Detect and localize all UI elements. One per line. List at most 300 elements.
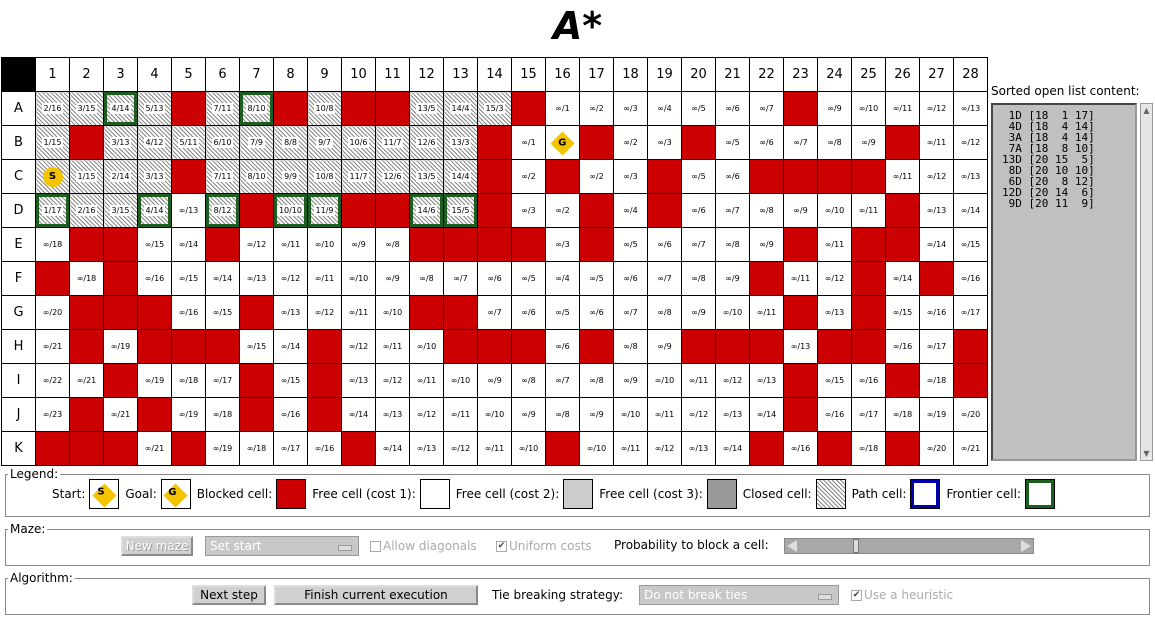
blocked-cell[interactable] (512, 228, 546, 262)
free-cell[interactable] (512, 194, 546, 228)
uniform-costs-checkbox[interactable] (496, 539, 592, 553)
goal-cell[interactable] (546, 126, 580, 160)
free-cell[interactable] (546, 92, 580, 126)
blocked-cell[interactable] (70, 432, 104, 466)
blocked-cell[interactable] (750, 432, 784, 466)
probability-slider[interactable] (784, 538, 1034, 554)
free-cell[interactable] (682, 364, 716, 398)
closed-cell[interactable] (444, 160, 478, 194)
free-cell[interactable] (852, 194, 886, 228)
free-cell[interactable] (852, 92, 886, 126)
closed-cell[interactable] (342, 126, 376, 160)
closed-cell[interactable] (104, 160, 138, 194)
free-cell[interactable] (138, 262, 172, 296)
free-cell[interactable] (274, 228, 308, 262)
free-cell[interactable] (920, 398, 954, 432)
free-cell[interactable] (682, 296, 716, 330)
blocked-cell[interactable] (376, 194, 410, 228)
free-cell[interactable] (580, 364, 614, 398)
free-cell[interactable] (274, 398, 308, 432)
closed-cell[interactable] (376, 126, 410, 160)
free-cell[interactable] (648, 296, 682, 330)
free-cell[interactable] (886, 296, 920, 330)
free-cell[interactable] (954, 160, 988, 194)
free-cell[interactable] (546, 330, 580, 364)
free-cell[interactable] (614, 364, 648, 398)
free-cell[interactable] (580, 432, 614, 466)
free-cell[interactable] (614, 194, 648, 228)
free-cell[interactable] (614, 262, 648, 296)
free-cell[interactable] (376, 364, 410, 398)
closed-cell[interactable] (36, 92, 70, 126)
free-cell[interactable] (206, 398, 240, 432)
free-cell[interactable] (818, 228, 852, 262)
blocked-cell[interactable] (580, 330, 614, 364)
use-heuristic-checkbox[interactable] (851, 588, 953, 602)
free-cell[interactable] (444, 432, 478, 466)
free-cell[interactable] (240, 262, 274, 296)
free-cell[interactable] (580, 296, 614, 330)
free-cell[interactable] (614, 92, 648, 126)
free-cell[interactable] (716, 364, 750, 398)
free-cell[interactable] (954, 262, 988, 296)
free-cell[interactable] (376, 330, 410, 364)
closed-cell[interactable] (410, 92, 444, 126)
blocked-cell[interactable] (784, 160, 818, 194)
free-cell[interactable] (920, 228, 954, 262)
free-cell[interactable] (240, 228, 274, 262)
free-cell[interactable] (308, 228, 342, 262)
blocked-cell[interactable] (750, 160, 784, 194)
free-cell[interactable] (954, 398, 988, 432)
free-cell[interactable] (750, 296, 784, 330)
blocked-cell[interactable] (818, 330, 852, 364)
free-cell[interactable] (70, 364, 104, 398)
free-cell[interactable] (206, 364, 240, 398)
free-cell[interactable] (512, 432, 546, 466)
blocked-cell[interactable] (784, 92, 818, 126)
free-cell[interactable] (512, 160, 546, 194)
blocked-cell[interactable] (750, 330, 784, 364)
free-cell[interactable] (580, 262, 614, 296)
free-cell[interactable] (546, 194, 580, 228)
blocked-cell[interactable] (784, 228, 818, 262)
free-cell[interactable] (274, 296, 308, 330)
free-cell[interactable] (206, 262, 240, 296)
free-cell[interactable] (750, 126, 784, 160)
free-cell[interactable] (580, 160, 614, 194)
frontier-cell[interactable] (444, 194, 478, 228)
closed-cell[interactable] (206, 92, 240, 126)
free-cell[interactable] (172, 364, 206, 398)
closed-cell[interactable] (172, 126, 206, 160)
blocked-cell[interactable] (308, 330, 342, 364)
open-list-entry[interactable]: 1D [18 1 17] (1002, 109, 1095, 122)
blocked-cell[interactable] (852, 262, 886, 296)
free-cell[interactable] (376, 228, 410, 262)
blocked-cell[interactable] (580, 126, 614, 160)
free-cell[interactable] (172, 398, 206, 432)
free-cell[interactable] (784, 262, 818, 296)
free-cell[interactable] (614, 126, 648, 160)
free-cell[interactable] (784, 126, 818, 160)
free-cell[interactable] (886, 262, 920, 296)
free-cell[interactable] (206, 296, 240, 330)
free-cell[interactable] (308, 432, 342, 466)
blocked-cell[interactable] (376, 92, 410, 126)
free-cell[interactable] (444, 262, 478, 296)
free-cell[interactable] (614, 296, 648, 330)
blocked-cell[interactable] (444, 330, 478, 364)
free-cell[interactable] (512, 126, 546, 160)
blocked-cell[interactable] (512, 330, 546, 364)
free-cell[interactable] (682, 432, 716, 466)
blocked-cell[interactable] (104, 262, 138, 296)
free-cell[interactable] (444, 398, 478, 432)
free-cell[interactable] (682, 262, 716, 296)
blocked-cell[interactable] (410, 296, 444, 330)
free-cell[interactable] (274, 432, 308, 466)
blocked-cell[interactable] (240, 364, 274, 398)
frontier-cell[interactable] (36, 194, 70, 228)
blocked-cell[interactable] (70, 330, 104, 364)
closed-cell[interactable] (410, 126, 444, 160)
free-cell[interactable] (852, 432, 886, 466)
blocked-cell[interactable] (852, 296, 886, 330)
free-cell[interactable] (546, 364, 580, 398)
free-cell[interactable] (920, 296, 954, 330)
free-cell[interactable] (648, 262, 682, 296)
blocked-cell[interactable] (478, 160, 512, 194)
free-cell[interactable] (274, 330, 308, 364)
free-cell[interactable] (342, 262, 376, 296)
blocked-cell[interactable] (70, 228, 104, 262)
free-cell[interactable] (138, 364, 172, 398)
free-cell[interactable] (342, 398, 376, 432)
blocked-cell[interactable] (648, 194, 682, 228)
free-cell[interactable] (852, 126, 886, 160)
frontier-cell[interactable] (104, 92, 138, 126)
blocked-cell[interactable] (716, 330, 750, 364)
free-cell[interactable] (750, 398, 784, 432)
blocked-cell[interactable] (954, 330, 988, 364)
closed-cell[interactable] (240, 126, 274, 160)
blocked-cell[interactable] (784, 398, 818, 432)
free-cell[interactable] (104, 330, 138, 364)
free-cell[interactable] (70, 262, 104, 296)
open-list-entry[interactable]: 13D [20 15 5] (1002, 153, 1095, 166)
free-cell[interactable] (886, 330, 920, 364)
free-cell[interactable] (818, 262, 852, 296)
free-cell[interactable] (274, 262, 308, 296)
free-cell[interactable] (478, 432, 512, 466)
blocked-cell[interactable] (852, 330, 886, 364)
blocked-cell[interactable] (478, 228, 512, 262)
free-cell[interactable] (478, 364, 512, 398)
free-cell[interactable] (886, 398, 920, 432)
slider-left-arrow-icon[interactable] (787, 540, 797, 552)
closed-cell[interactable] (36, 126, 70, 160)
free-cell[interactable] (410, 330, 444, 364)
free-cell[interactable] (682, 160, 716, 194)
blocked-cell[interactable] (274, 92, 308, 126)
blocked-cell[interactable] (172, 92, 206, 126)
free-cell[interactable] (750, 92, 784, 126)
blocked-cell[interactable] (784, 364, 818, 398)
free-cell[interactable] (784, 330, 818, 364)
blocked-cell[interactable] (818, 160, 852, 194)
blocked-cell[interactable] (784, 296, 818, 330)
closed-cell[interactable] (478, 92, 512, 126)
closed-cell[interactable] (70, 194, 104, 228)
allow-diagonals-checkbox[interactable] (370, 539, 477, 553)
blocked-cell[interactable] (444, 228, 478, 262)
blocked-cell[interactable] (852, 160, 886, 194)
blocked-cell[interactable] (240, 296, 274, 330)
blocked-cell[interactable] (36, 432, 70, 466)
free-cell[interactable] (852, 364, 886, 398)
free-cell[interactable] (410, 432, 444, 466)
free-cell[interactable] (716, 432, 750, 466)
free-cell[interactable] (478, 398, 512, 432)
blocked-cell[interactable] (648, 160, 682, 194)
open-list-entry[interactable]: 12D [20 14 6] (1002, 186, 1095, 199)
free-cell[interactable] (648, 398, 682, 432)
free-cell[interactable] (920, 160, 954, 194)
free-cell[interactable] (716, 194, 750, 228)
blocked-cell[interactable] (478, 126, 512, 160)
free-cell[interactable] (648, 126, 682, 160)
free-cell[interactable] (240, 330, 274, 364)
blocked-cell[interactable] (104, 296, 138, 330)
free-cell[interactable] (818, 364, 852, 398)
frontier-cell[interactable] (410, 194, 444, 228)
free-cell[interactable] (614, 432, 648, 466)
blocked-cell[interactable] (308, 364, 342, 398)
free-cell[interactable] (716, 228, 750, 262)
free-cell[interactable] (818, 194, 852, 228)
blocked-cell[interactable] (172, 330, 206, 364)
blocked-cell[interactable] (546, 432, 580, 466)
free-cell[interactable] (648, 364, 682, 398)
free-cell[interactable] (274, 364, 308, 398)
closed-cell[interactable] (444, 126, 478, 160)
tie-breaking-select[interactable] (639, 585, 839, 605)
free-cell[interactable] (342, 330, 376, 364)
blocked-cell[interactable] (886, 194, 920, 228)
free-cell[interactable] (682, 194, 716, 228)
blocked-cell[interactable] (240, 194, 274, 228)
blocked-cell[interactable] (682, 330, 716, 364)
frontier-cell[interactable] (308, 194, 342, 228)
blocked-cell[interactable] (206, 228, 240, 262)
free-cell[interactable] (920, 432, 954, 466)
blocked-cell[interactable] (512, 92, 546, 126)
closed-cell[interactable] (206, 126, 240, 160)
blocked-cell[interactable] (70, 126, 104, 160)
blocked-cell[interactable] (886, 126, 920, 160)
blocked-cell[interactable] (104, 432, 138, 466)
free-cell[interactable] (886, 160, 920, 194)
free-cell[interactable] (410, 262, 444, 296)
blocked-cell[interactable] (886, 228, 920, 262)
free-cell[interactable] (648, 432, 682, 466)
closed-cell[interactable] (138, 92, 172, 126)
closed-cell[interactable] (70, 92, 104, 126)
slider-right-arrow-icon[interactable] (1021, 540, 1031, 552)
blocked-cell[interactable] (478, 330, 512, 364)
free-cell[interactable] (138, 432, 172, 466)
free-cell[interactable] (954, 432, 988, 466)
blocked-cell[interactable] (954, 364, 988, 398)
blocked-cell[interactable] (818, 432, 852, 466)
closed-cell[interactable] (70, 160, 104, 194)
free-cell[interactable] (784, 194, 818, 228)
free-cell[interactable] (648, 92, 682, 126)
scroll-up-icon[interactable]: ▲ (1143, 106, 1150, 115)
blocked-cell[interactable] (206, 330, 240, 364)
maze-grid[interactable] (1, 57, 988, 466)
open-list[interactable] (991, 103, 1137, 461)
free-cell[interactable] (818, 398, 852, 432)
free-cell[interactable] (342, 228, 376, 262)
free-cell[interactable] (920, 364, 954, 398)
blocked-cell[interactable] (342, 432, 376, 466)
start-cell[interactable] (36, 160, 70, 194)
free-cell[interactable] (920, 330, 954, 364)
blocked-cell[interactable] (342, 92, 376, 126)
blocked-cell[interactable] (886, 364, 920, 398)
blocked-cell[interactable] (444, 296, 478, 330)
closed-cell[interactable] (274, 160, 308, 194)
blocked-cell[interactable] (70, 296, 104, 330)
new-maze-button[interactable]: New maze (121, 536, 193, 556)
free-cell[interactable] (172, 296, 206, 330)
free-cell[interactable] (614, 330, 648, 364)
free-cell[interactable] (512, 296, 546, 330)
frontier-cell[interactable] (206, 194, 240, 228)
free-cell[interactable] (648, 228, 682, 262)
free-cell[interactable] (716, 92, 750, 126)
free-cell[interactable] (614, 160, 648, 194)
scroll-down-icon[interactable]: ▼ (1143, 449, 1150, 458)
blocked-cell[interactable] (920, 262, 954, 296)
free-cell[interactable] (682, 398, 716, 432)
free-cell[interactable] (716, 398, 750, 432)
open-list-entry[interactable]: 7A [18 8 10] (1002, 142, 1095, 155)
free-cell[interactable] (716, 262, 750, 296)
free-cell[interactable] (410, 364, 444, 398)
free-cell[interactable] (580, 92, 614, 126)
blocked-cell[interactable] (138, 330, 172, 364)
frontier-cell[interactable] (240, 92, 274, 126)
blocked-cell[interactable] (410, 228, 444, 262)
closed-cell[interactable] (376, 160, 410, 194)
free-cell[interactable] (342, 364, 376, 398)
blocked-cell[interactable] (852, 228, 886, 262)
free-cell[interactable] (36, 296, 70, 330)
free-cell[interactable] (682, 92, 716, 126)
free-cell[interactable] (478, 296, 512, 330)
free-cell[interactable] (308, 262, 342, 296)
blocked-cell[interactable] (580, 228, 614, 262)
free-cell[interactable] (818, 126, 852, 160)
free-cell[interactable] (512, 364, 546, 398)
closed-cell[interactable] (104, 126, 138, 160)
open-list-entry[interactable]: 9D [20 11 9] (1002, 197, 1095, 210)
free-cell[interactable] (546, 296, 580, 330)
set-start-select[interactable] (205, 536, 359, 556)
finish-execution-button[interactable]: Finish current execution (274, 585, 478, 605)
blocked-cell[interactable] (478, 194, 512, 228)
free-cell[interactable] (750, 194, 784, 228)
slider-thumb[interactable] (853, 539, 859, 553)
blocked-cell[interactable] (682, 126, 716, 160)
free-cell[interactable] (104, 398, 138, 432)
blocked-cell[interactable] (138, 296, 172, 330)
closed-cell[interactable] (308, 160, 342, 194)
free-cell[interactable] (920, 126, 954, 160)
free-cell[interactable] (546, 398, 580, 432)
closed-cell[interactable] (240, 160, 274, 194)
free-cell[interactable] (478, 262, 512, 296)
free-cell[interactable] (376, 398, 410, 432)
free-cell[interactable] (852, 398, 886, 432)
free-cell[interactable] (920, 92, 954, 126)
closed-cell[interactable] (342, 160, 376, 194)
free-cell[interactable] (138, 228, 172, 262)
free-cell[interactable] (716, 126, 750, 160)
free-cell[interactable] (36, 228, 70, 262)
free-cell[interactable] (954, 228, 988, 262)
free-cell[interactable] (716, 160, 750, 194)
blocked-cell[interactable] (750, 262, 784, 296)
blocked-cell[interactable] (308, 398, 342, 432)
blocked-cell[interactable] (138, 398, 172, 432)
blocked-cell[interactable] (172, 432, 206, 466)
free-cell[interactable] (886, 92, 920, 126)
free-cell[interactable] (512, 398, 546, 432)
free-cell[interactable] (954, 92, 988, 126)
blocked-cell[interactable] (580, 194, 614, 228)
blocked-cell[interactable] (172, 160, 206, 194)
closed-cell[interactable] (410, 160, 444, 194)
free-cell[interactable] (920, 194, 954, 228)
free-cell[interactable] (36, 398, 70, 432)
free-cell[interactable] (376, 296, 410, 330)
free-cell[interactable] (580, 398, 614, 432)
closed-cell[interactable] (308, 126, 342, 160)
blocked-cell[interactable] (36, 262, 70, 296)
blocked-cell[interactable] (104, 228, 138, 262)
free-cell[interactable] (376, 432, 410, 466)
free-cell[interactable] (818, 296, 852, 330)
free-cell[interactable] (614, 228, 648, 262)
open-list-entry[interactable]: 4D [18 4 14] (1002, 120, 1095, 133)
free-cell[interactable] (36, 364, 70, 398)
blocked-cell[interactable] (546, 160, 580, 194)
free-cell[interactable] (172, 194, 206, 228)
frontier-cell[interactable] (274, 194, 308, 228)
free-cell[interactable] (546, 262, 580, 296)
free-cell[interactable] (512, 262, 546, 296)
free-cell[interactable] (954, 126, 988, 160)
free-cell[interactable] (376, 262, 410, 296)
free-cell[interactable] (172, 228, 206, 262)
free-cell[interactable] (308, 296, 342, 330)
frontier-cell[interactable] (138, 194, 172, 228)
closed-cell[interactable] (138, 126, 172, 160)
